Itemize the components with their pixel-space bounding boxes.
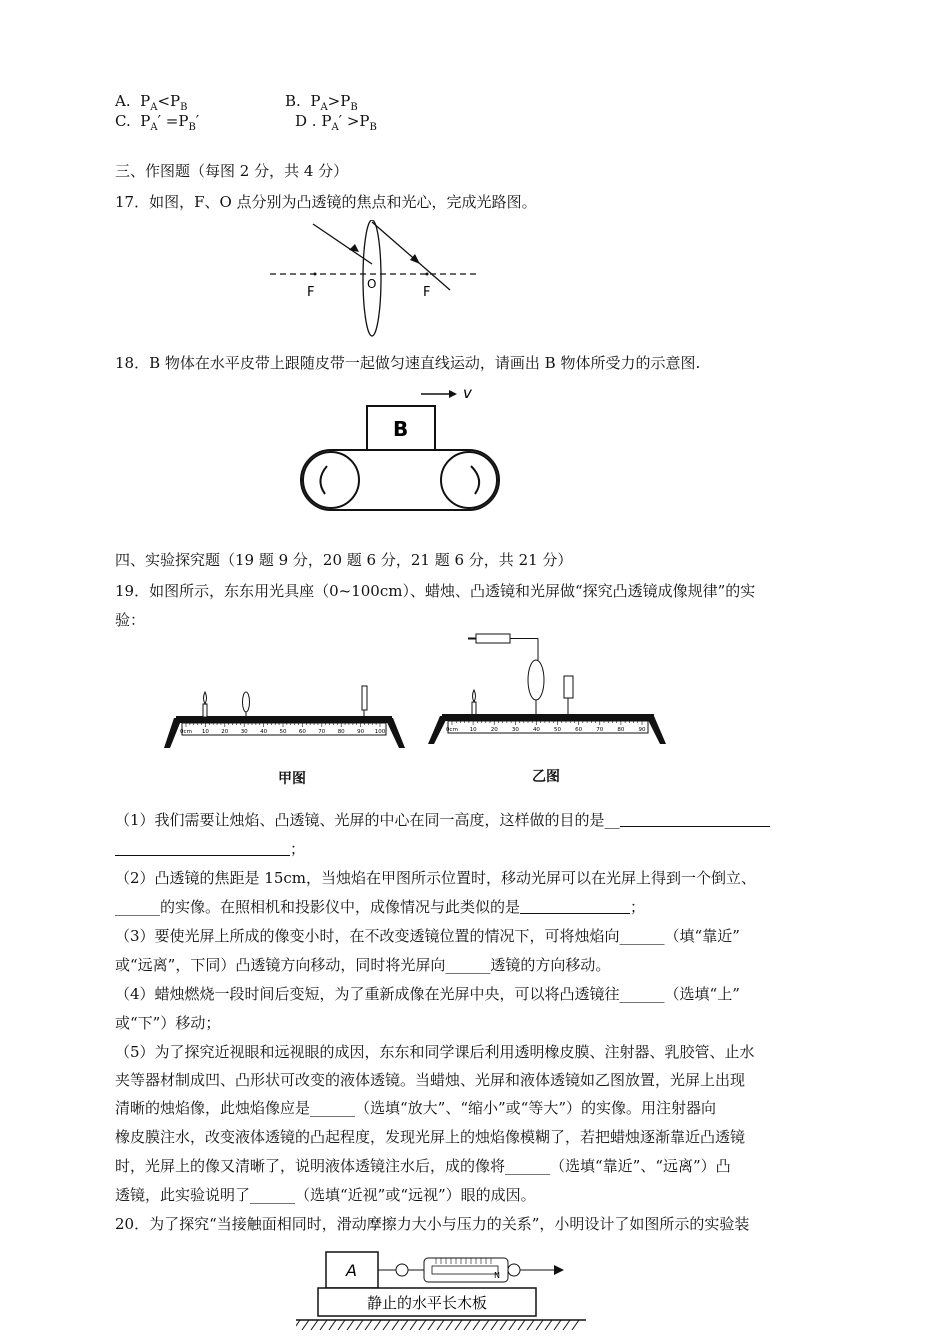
q16-option-c: C. $P_A' =P_B'$: [115, 112, 200, 133]
velocity-label: v: [463, 384, 472, 402]
jia-tick-label: 80: [337, 729, 345, 735]
q19-p5-b: 夹等器材制成凹、凸形状可改变的液体透镜。当蜡烛、光屏和液体透镜如乙图放置，光屏上出现: [115, 1071, 746, 1089]
ground-hatch-line: [545, 1320, 552, 1330]
jia-tick-label: 100: [374, 729, 386, 735]
incident-arrow-icon: [349, 244, 359, 252]
block-b-label: B: [393, 417, 409, 441]
q19-text-line1: 19．如图所示，东东用光具座（0~100cm）、蜡烛、凸透镜和光屏做“探究凸透镜成像规律”的实: [115, 582, 756, 600]
ground-hatch-line: [419, 1320, 426, 1330]
q18-text: 18．B 物体在水平皮带上跟随皮带一起做匀速直线运动，请画出 B 物体所受力的示意图.: [115, 354, 701, 372]
ground-hatch-line: [572, 1320, 579, 1330]
fig-jia-optical-bench: [162, 680, 407, 755]
yi-tick-label: 60: [575, 727, 583, 733]
spring-scale-slot: [432, 1266, 498, 1274]
fig-yi-caption: 乙图: [532, 769, 560, 785]
ground-hatch-line: [464, 1320, 471, 1330]
ground-hatch-line: [392, 1320, 399, 1330]
q19-p5-e: 时，光屏上的像又清晰了，说明液体透镜注水后，成的像将______（选填“靠近”、“远离”）凸: [115, 1157, 731, 1175]
q19-p5-d: 橡皮膜注水，改变液体透镜的凸起程度，发现光屏上的烛焰像模糊了，若把蜡烛逐渐靠近凸透镜: [115, 1128, 746, 1146]
incident-ray: [313, 224, 372, 264]
ground-hatch-line: [365, 1320, 372, 1330]
q19-p1-a: （1）我们需要让烛焰、凸透镜、光屏的中心在同一高度，这样做的目的是__: [115, 809, 770, 830]
ground-hatch-line: [482, 1320, 489, 1330]
jia-tick-label: 0cm: [180, 729, 192, 735]
yi-tick-label: 0cm: [446, 727, 458, 733]
q19-p5-f: 透镜，此实验说明了______（选填“近视”或“远视”）眼的成因。: [115, 1186, 536, 1204]
left-rotation-icon: [320, 466, 327, 494]
jia-tick-label: 10: [201, 729, 209, 735]
ground-hatch-line: [428, 1320, 435, 1330]
screen: [362, 686, 367, 710]
ground-hatch-line: [410, 1320, 417, 1330]
board-label: 静止的水平长木板: [366, 1294, 488, 1312]
ground-hatch-line: [329, 1320, 336, 1330]
left-focus-point: [314, 273, 317, 276]
ground-hatch-line: [509, 1320, 516, 1330]
ground-hatch-line: [437, 1320, 444, 1330]
q19-p4-b: 或“下”）移动；: [115, 1014, 221, 1032]
ground-hatch-line: [311, 1320, 318, 1330]
ground-hatch-line: [320, 1320, 327, 1330]
q19-p2-b: ______的实像。在照相机和投影仪中，成像情况与此类似的是 ；: [115, 898, 646, 916]
hook-ring-right: [508, 1264, 520, 1276]
yi-tick-label: 10: [469, 727, 477, 733]
belt: [301, 450, 499, 510]
yi-tick-label: 30: [511, 727, 519, 733]
ground-hatch-line: [446, 1320, 453, 1330]
q20-friction-diagram: [296, 1244, 586, 1344]
q19-p5-a: （5）为了探究近视眼和远视眼的成因，东东和同学课后利用透明橡皮膜、注射器、乳胶管、止水: [115, 1043, 755, 1061]
spring-unit-label: N: [494, 1271, 500, 1280]
center-ray-arrow-icon: [410, 254, 420, 264]
jia-tick-label: 50: [279, 729, 287, 735]
right-rotation-icon: [471, 466, 479, 494]
q19-p3-b: 或“远离”，下同）凸透镜方向移动，同时将光屏向______透镜的方向移动。: [115, 956, 611, 974]
velocity-arrow-icon: [449, 390, 457, 398]
yi-candle-flame-icon: [473, 690, 476, 702]
fig-yi-optical-bench: [428, 630, 666, 748]
left-focus-label: F: [307, 285, 315, 300]
pull-arrow-icon: [554, 1265, 564, 1275]
yi-tick-label: 90: [638, 727, 646, 733]
q19-p2-a: （2）凸透镜的焦距是 15cm，当烛焰在甲图所示位置时，移动光屏可以在光屏上得到一个倒立、: [115, 869, 757, 887]
q20-text: 20．为了探究“当接触面相同时，滑动摩擦力大小与压力的关系”，小明设计了如图所示的实验装: [115, 1215, 750, 1233]
left-pulley: [303, 452, 359, 508]
hook-ring-left: [396, 1264, 408, 1276]
ground-hatch-line: [383, 1320, 390, 1330]
ground-hatch-line: [500, 1320, 507, 1330]
jia-tick-label: 90: [357, 729, 365, 735]
q16-option-a: A. $P_A<P_B$: [115, 92, 188, 113]
q19-p1-b: ；: [115, 838, 305, 859]
center-label: O: [367, 277, 377, 291]
yi-tick-label: 40: [532, 727, 540, 733]
lens: [243, 692, 250, 712]
yi-candle: [472, 702, 476, 715]
jia-tick-label: 20: [221, 729, 229, 735]
ground-hatch-line: [536, 1320, 543, 1330]
ground-hatch-line: [491, 1320, 498, 1330]
candle: [203, 704, 207, 717]
q19-p4-a: （4）蜡烛燃烧一段时间后变短，为了重新成像在光屏中央，可以将凸透镜往______（选填“上”: [115, 985, 740, 1003]
yi-tick-label: 70: [596, 727, 604, 733]
yi-bench-rail: [442, 714, 654, 721]
ground-hatch-line: [347, 1320, 354, 1330]
ground-hatch-line: [527, 1320, 534, 1330]
block-a-label: A: [346, 1261, 357, 1280]
q18-belt-diagram: [295, 382, 510, 514]
ground-hatch-line: [563, 1320, 570, 1330]
right-focus-label: F: [423, 285, 431, 300]
jia-tick-label: 70: [318, 729, 326, 735]
q16-option-d: D . $P_A' >P_B$: [295, 112, 377, 133]
ray-through-center: [372, 222, 450, 290]
ground-hatch-line: [356, 1320, 363, 1330]
q17-text: 17．如图，F、O 点分别为凸透镜的焦点和光心，完成光路图。: [115, 193, 537, 211]
jia-tick-label: 40: [260, 729, 268, 735]
yi-tick-label: 50: [554, 727, 562, 733]
ground-hatch-line: [338, 1320, 345, 1330]
yi-tick-label: 80: [617, 727, 625, 733]
q19-text-line2: 验：: [115, 611, 146, 629]
right-pulley: [441, 452, 497, 508]
ground-hatch-line: [401, 1320, 408, 1330]
q19-p5-c: 清晰的烛焰像，此烛焰像应是______（选填“放大”、“缩小”或“等大”）的实像。用注射器向: [115, 1099, 717, 1117]
jia-tick-label: 30: [240, 729, 248, 735]
syringe: [476, 634, 510, 643]
ground-hatch-line: [374, 1320, 381, 1330]
ground-hatch-line: [554, 1320, 561, 1330]
ground-hatch-line: [518, 1320, 525, 1330]
jia-tick-label: 60: [298, 729, 306, 735]
ground-hatch-line: [296, 1320, 300, 1330]
fig-jia-caption: 甲图: [278, 771, 306, 787]
q19-p3-a: （3）要使光屏上所成的像变小时，在不改变透镜位置的情况下，可将烛焰向______（填“靠近”: [115, 927, 740, 945]
section4-title: 四、实验探究题（19 题 9 分，20 题 6 分，21 题 6 分，共 21 分）: [115, 551, 573, 569]
ground-hatch: [296, 1320, 579, 1330]
section3-title: 三、作图题（每图 2 分，共 4 分）: [115, 162, 349, 180]
liquid-lens: [528, 660, 544, 700]
bench-rail: [176, 716, 392, 723]
yi-tick-label: 20: [490, 727, 498, 733]
ground-hatch-line: [473, 1320, 480, 1330]
right-focus-point: [426, 273, 429, 276]
q17-lens-diagram: [265, 220, 485, 340]
yi-screen: [564, 676, 573, 698]
ground-hatch-line: [455, 1320, 462, 1330]
q16-option-b: B. $P_A>P_B$: [285, 92, 358, 113]
candle-flame-icon: [204, 692, 207, 704]
ground-hatch-line: [302, 1320, 309, 1330]
